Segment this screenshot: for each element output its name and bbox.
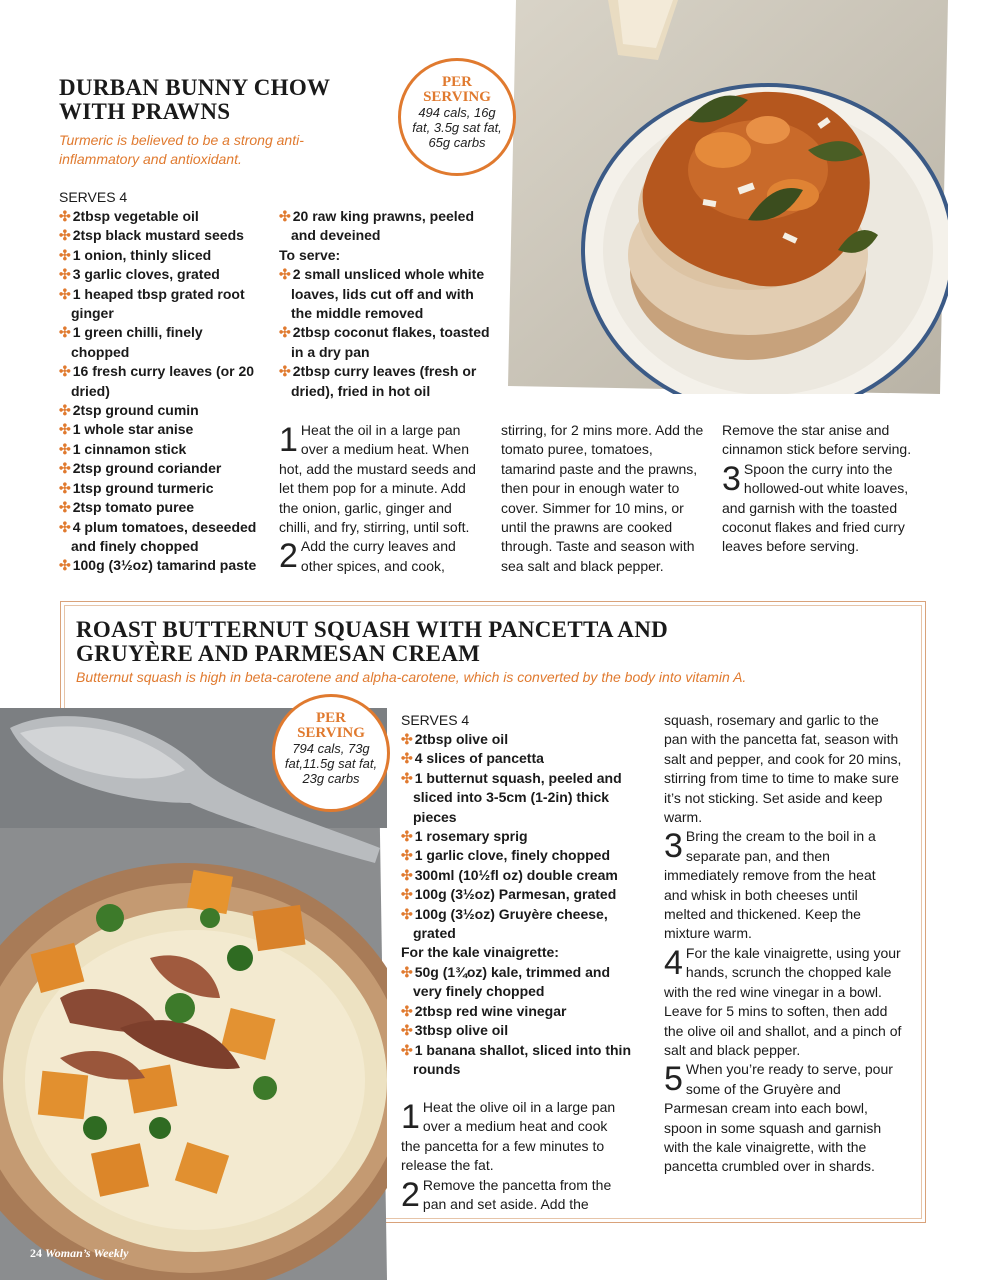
bunny-chow-photo (508, 0, 940, 386)
bullet-icon: ✣ (59, 227, 71, 244)
ingredient-text: 3tbsp olive oil (414, 1022, 509, 1039)
ingredient-item (401, 846, 631, 865)
ingredient-text: 2tbsp red wine vinegar (414, 1002, 567, 1019)
ingredient-text: 2tbsp vegetable oil (72, 208, 199, 224)
ingredient-item (279, 207, 494, 246)
step-number: 1 (401, 1098, 420, 1136)
ingredient-text: 20 raw king prawns, peeled and deveined (291, 208, 475, 244)
ingredient-item (401, 749, 631, 768)
badge-heading-serving: SERVING (297, 725, 365, 741)
step-number: 5 (664, 1060, 683, 1099)
recipe2-method-col1 (401, 1098, 627, 1214)
recipe1-title-line1: DURBAN BUNNY CHOW (59, 75, 331, 100)
recipe1-title-line2: WITH PRAWNS (59, 99, 231, 124)
ingredient-text: 1 butternut squash, peeled and sliced into 3-5cm (1-2in) thick pieces (413, 769, 622, 825)
ingredient-text: 2tbsp coconut flakes, toasted in a dry pan (291, 324, 490, 360)
ingredient-item (59, 265, 264, 284)
bullet-icon: ✣ (401, 886, 413, 903)
ingredient-text: 4 slices of pancetta (414, 750, 544, 767)
ingredient-item (279, 362, 494, 401)
step-number: 4 (664, 943, 683, 982)
bullet-icon: ✣ (401, 828, 413, 845)
step-text: Spoon the curry into the hollowed-out white loaves, and garnish with the toasted coconut flakes and fried curry leaves before serving. (722, 460, 909, 555)
ingredient-item (59, 518, 264, 557)
ingredient-item (401, 866, 631, 885)
bullet-icon: ✣ (59, 285, 71, 302)
ingredient-text: 2tbsp curry leaves (fresh or dried), fried in hot oil (291, 363, 477, 399)
bullet-icon: ✣ (59, 518, 71, 535)
step-number: 3 (722, 459, 741, 498)
ingredient-text: 1tsp ground turmeric (72, 479, 214, 496)
method-step (664, 1060, 902, 1176)
ingredient-text: 1 heaped tbsp grated root ginger (71, 285, 245, 322)
bullet-icon: ✣ (59, 479, 71, 496)
ingredient-item (59, 479, 264, 498)
ingredient-item (59, 246, 264, 265)
ingredient-text: 3 garlic cloves, grated (72, 266, 220, 283)
bullet-icon: ✣ (401, 866, 413, 883)
to-serve-heading: To serve: (279, 246, 341, 263)
bullet-icon: ✣ (59, 266, 71, 283)
step-text: stirring, for 2 mins more. Add the tomato puree, tomatoes, tamarind paste and the prawns, then pour in enough water to cover. Simmer for 10 mins, or until the prawns are cooked through. Taste and season with sea salt and black pepper. (501, 422, 704, 574)
ingredient-item (59, 285, 264, 324)
ingredient-item (59, 362, 264, 401)
bullet-icon: ✣ (59, 363, 71, 380)
recipe1-subtitle: Turmeric is believed to be a strong anti-inflammatory and antioxidant. (59, 132, 304, 167)
ingredient-item (401, 827, 631, 846)
step-number: 1 (279, 421, 298, 459)
bullet-icon: ✣ (59, 557, 71, 574)
bullet-icon: ✣ (59, 440, 71, 457)
bullet-icon: ✣ (401, 905, 413, 922)
recipe2-serves: SERVES 4 (401, 712, 470, 728)
bullet-icon: ✣ (401, 1002, 413, 1019)
ingredient-item (401, 1002, 631, 1021)
recipe2-method-col2 (664, 711, 902, 1177)
ingredient-text: 100g (3½oz) Gruyère cheese, grated (413, 905, 608, 942)
bullet-icon: ✣ (401, 731, 413, 747)
ingredient-text: 1 banana shallot, sliced into thin rounds (413, 1041, 631, 1077)
ingredient-item (401, 905, 631, 944)
badge-heading-serving: SERVING (423, 89, 491, 105)
magazine-name: Woman’s Weekly (45, 1246, 129, 1260)
ingredient-item (59, 556, 264, 575)
bullet-icon: ✣ (59, 208, 71, 224)
step-number: 2 (401, 1175, 420, 1214)
bullet-icon: ✣ (59, 324, 71, 341)
ingredient-text: 2tsp ground cumin (72, 402, 199, 419)
ingredient-item (401, 1041, 631, 1080)
ingredient-item (59, 498, 264, 517)
method-step (401, 1098, 627, 1176)
ingredient-item (279, 265, 494, 323)
recipe2-title-line1: ROAST BUTTERNUT SQUASH WITH PANCETTA AND (76, 617, 669, 642)
ingredient-text: 1 onion, thinly sliced (72, 246, 212, 263)
method-step (664, 827, 902, 943)
bullet-icon: ✣ (401, 847, 413, 864)
ingredient-text: 1 whole star anise (72, 421, 194, 438)
method-step (722, 460, 928, 557)
bullet-icon: ✣ (279, 363, 291, 380)
recipe2-nutrition-badge (272, 694, 390, 812)
method-step (279, 537, 485, 576)
badge-heading-per: PER (316, 710, 346, 726)
bullet-icon: ✣ (59, 421, 71, 438)
recipe1-ingredients-col1 (59, 207, 264, 576)
method-step (401, 1176, 627, 1215)
bullet-icon: ✣ (59, 499, 71, 516)
bullet-icon: ✣ (279, 266, 291, 283)
step-text: Add the curry leaves and other spices, and cook, (300, 538, 456, 574)
recipe2-title (76, 618, 916, 666)
step-text: Remove the star anise and cinnamon stick before serving. (722, 422, 912, 458)
step-text: Heat the olive oil in a large pan over a medium heat and cook the pancetta for a few minutes to release the fat. (401, 1099, 616, 1174)
ingredient-text: 2tbsp olive oil (414, 731, 509, 747)
ingredient-item (59, 226, 264, 245)
ingredient-item (401, 963, 631, 1002)
step-number: 2 (279, 537, 298, 576)
bullet-icon: ✣ (59, 460, 71, 477)
badge-nutrition-text: 494 cals, 16g fat, 3.5g sat fat, 65g carbs (412, 105, 502, 150)
method-step (279, 421, 485, 537)
page-footer (30, 1246, 128, 1261)
ingredient-text: 1 cinnamon stick (72, 440, 187, 457)
recipe1-method-col3 (722, 421, 928, 557)
step-text: For the kale vinaigrette, using your hands, scrunch the chopped kale with the red wine vinegar in a bowl. Leave for 5 mins to soften, then add the olive oil and shallot, and a pinch of salt and black pepper. (664, 944, 902, 1058)
badge-heading-per: PER (442, 74, 472, 90)
ingredient-text: 2tsp black mustard seeds (72, 227, 244, 244)
bullet-icon: ✣ (401, 769, 413, 786)
bullet-icon: ✣ (401, 1041, 413, 1058)
ingredient-text: 2tsp ground coriander (72, 460, 222, 477)
recipe1-title (59, 76, 399, 124)
bullet-icon: ✣ (279, 324, 291, 341)
recipe1-nutrition-badge (398, 58, 516, 176)
ingredient-text: 2 small unsliced whole white loaves, lids cut off and with the middle removed (291, 266, 485, 322)
bunny-chow-illustration (508, 0, 948, 394)
ingredient-text: 1 green chilli, finely chopped (71, 324, 203, 360)
recipe1-serves: SERVES 4 (59, 189, 128, 205)
bullet-icon: ✣ (401, 963, 413, 980)
step-text: Heat the oil in a large pan over a medium heat. When hot, add the mustard seeds and let them pop for a minute. Add the onion, garlic, ginger and chilli, and fry, stirring, until soft. (279, 422, 476, 536)
ingredient-item (401, 885, 631, 904)
ingredient-item (59, 459, 264, 478)
bullet-icon: ✣ (401, 750, 413, 767)
ingredient-item (59, 420, 264, 439)
bullet-icon: ✣ (279, 208, 291, 224)
ingredient-text: 300ml (10½fl oz) double cream (414, 866, 618, 883)
ingredient-item (401, 1021, 631, 1040)
ingredient-item (59, 207, 264, 226)
ingredient-text: 100g (3½oz) Parmesan, grated (414, 886, 617, 903)
recipe2-subtitle: Butternut squash is high in beta-carotene and alpha-carotene, which is converted by the body into vitamin A. (76, 669, 747, 685)
step-number: 3 (664, 827, 683, 866)
ingredient-text: 100g (3½oz) tamarind paste (72, 557, 257, 574)
step-text: Remove the pancetta from the pan and set aside. Add the (422, 1176, 612, 1213)
badge-nutrition-text: 794 cals, 73g fat,11.5g sat fat, 23g carbs (284, 741, 378, 786)
step-text: squash, rosemary and garlic to the pan with the pancetta fat, season with salt and pepper, and cook for 20 mins, stirring from time to time to make sure it’s not sticking. Set aside and keep warm. (664, 712, 902, 826)
ingredient-item (279, 323, 494, 362)
ingredient-text: 1 garlic clove, finely chopped (414, 847, 611, 864)
ingredient-item (59, 440, 264, 459)
recipe2-title-line2: GRUYÈRE AND PARMESAN CREAM (76, 641, 481, 666)
step-text: Bring the cream to the boil in a separate pan, and then immediately remove from the heat and whisk in both cheeses until melted and thickened. Keep the mixture warm. (664, 828, 876, 942)
page-number: 24 (30, 1246, 42, 1260)
method-step (664, 944, 902, 1060)
ingredient-item (59, 323, 264, 362)
bullet-icon: ✣ (59, 246, 71, 263)
ingredient-text: 16 fresh curry leaves (or 20 dried) (71, 363, 255, 399)
ingredient-text: 4 plum tomatoes, deseeded and finely chopped (71, 518, 257, 554)
recipe1-method-col1 (279, 421, 485, 576)
recipe2-ingredients (401, 730, 631, 1079)
kale-vinaigrette-heading: For the kale vinaigrette: (401, 944, 559, 961)
ingredient-text: 50g (1¾oz) kale, trimmed and very finely chopped (413, 963, 611, 1000)
ingredient-item (401, 769, 631, 827)
ingredient-item (59, 401, 264, 420)
bullet-icon: ✣ (59, 402, 71, 419)
recipe1-ingredients-col2 (279, 207, 494, 401)
ingredient-text: 2tsp tomato puree (72, 499, 195, 516)
ingredient-item (401, 730, 631, 749)
step-text: When you’re ready to serve, pour some of the Gruyère and Parmesan cream into each bowl, spoon in some squash and garnish with the kale vinaigrette, with the pancetta crumbled over in shards. (664, 1061, 893, 1175)
bullet-icon: ✣ (401, 1022, 413, 1039)
recipe1-method-col2 (501, 421, 707, 576)
ingredient-text: 1 rosemary sprig (414, 828, 528, 845)
